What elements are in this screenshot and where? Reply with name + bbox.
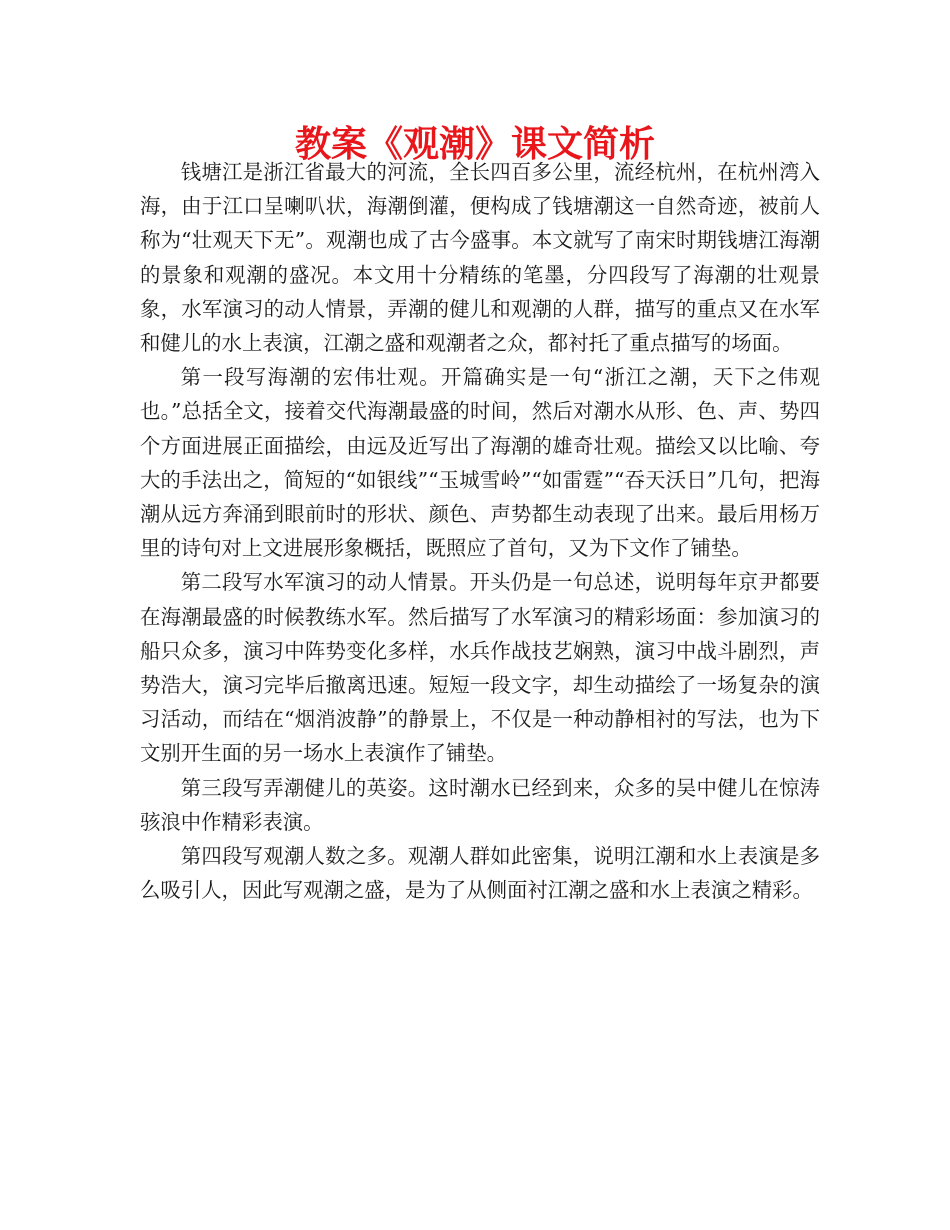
paragraph-section-3: 第三段写弄潮健儿的英姿。这时潮水已经到来，众多的吴中健儿在惊涛骇浪中作精彩表演。 [140, 775, 820, 834]
document-body [140, 155, 820, 907]
paragraph-section-2: 第二段写水军演习的动人情景。开头仍是一句总述，说明每年京尹都要在海潮最盛的时候教练水军。然后描写了水军演习的精彩场面：参加演习的船只众多，演习中阵势变化多样，水兵作战技艺娴熟，演习中战斗剧烈，声势浩大，演习完毕后撤离迅速。短短一段文字，却生动描绘了一场复杂的演习活动，而结在“烟消波静”的静景上，不仅是一种动静相衬的写法，也为下文别开生面的另一场水上表演作了铺垫。 [140, 570, 820, 766]
paragraph-intro: 钱塘江是浙江省最大的河流，全长四百多公里，流经杭州，在杭州湾入海，由于江口呈喇叭状，海潮倒灌，便构成了钱塘潮这一自然奇迹，被前人称为“壮观天下无”。观潮也成了古今盛事。本文就写了南宋时期钱塘江海潮的景象和观潮的盛况。本文用十分精练的笔墨，分四段写了海潮的壮观景象，水军演习的动人情景，弄潮的健儿和观潮的人群，描写的重点又在水军和健儿的水上表演，江潮之盛和观潮者之众，都衬托了重点描写的场面。 [140, 160, 820, 356]
paragraph-section-4: 第四段写观潮人数之多。观潮人群如此密集，说明江潮和水上表演是多么吸引人，因此写观潮之盛，是为了从侧面衬江潮之盛和水上表演之精彩。 [140, 844, 820, 903]
document-title: 教案《观潮》课文简析 [294, 124, 655, 165]
paragraph-section-1: 第一段写海潮的宏伟壮观。开篇确实是一句“浙江之潮，天下之伟观也。”总括全文，接着交代海潮最盛的时间，然后对潮水从形、色、声、势四个方面进展正面描绘，由远及近写出了海潮的雄奇壮观。描绘又以比喻、夸大的手法出之，简短的“如银线”“玉城雪岭”“如雷霆”“吞天沃日”几句，把海潮从远方奔涌到眼前时的形状、颜色、声势都生动表现了出来。最后用杨万里的诗句对上文进展形象概括，既照应了首句，又为下文作了铺垫。 [140, 365, 820, 561]
